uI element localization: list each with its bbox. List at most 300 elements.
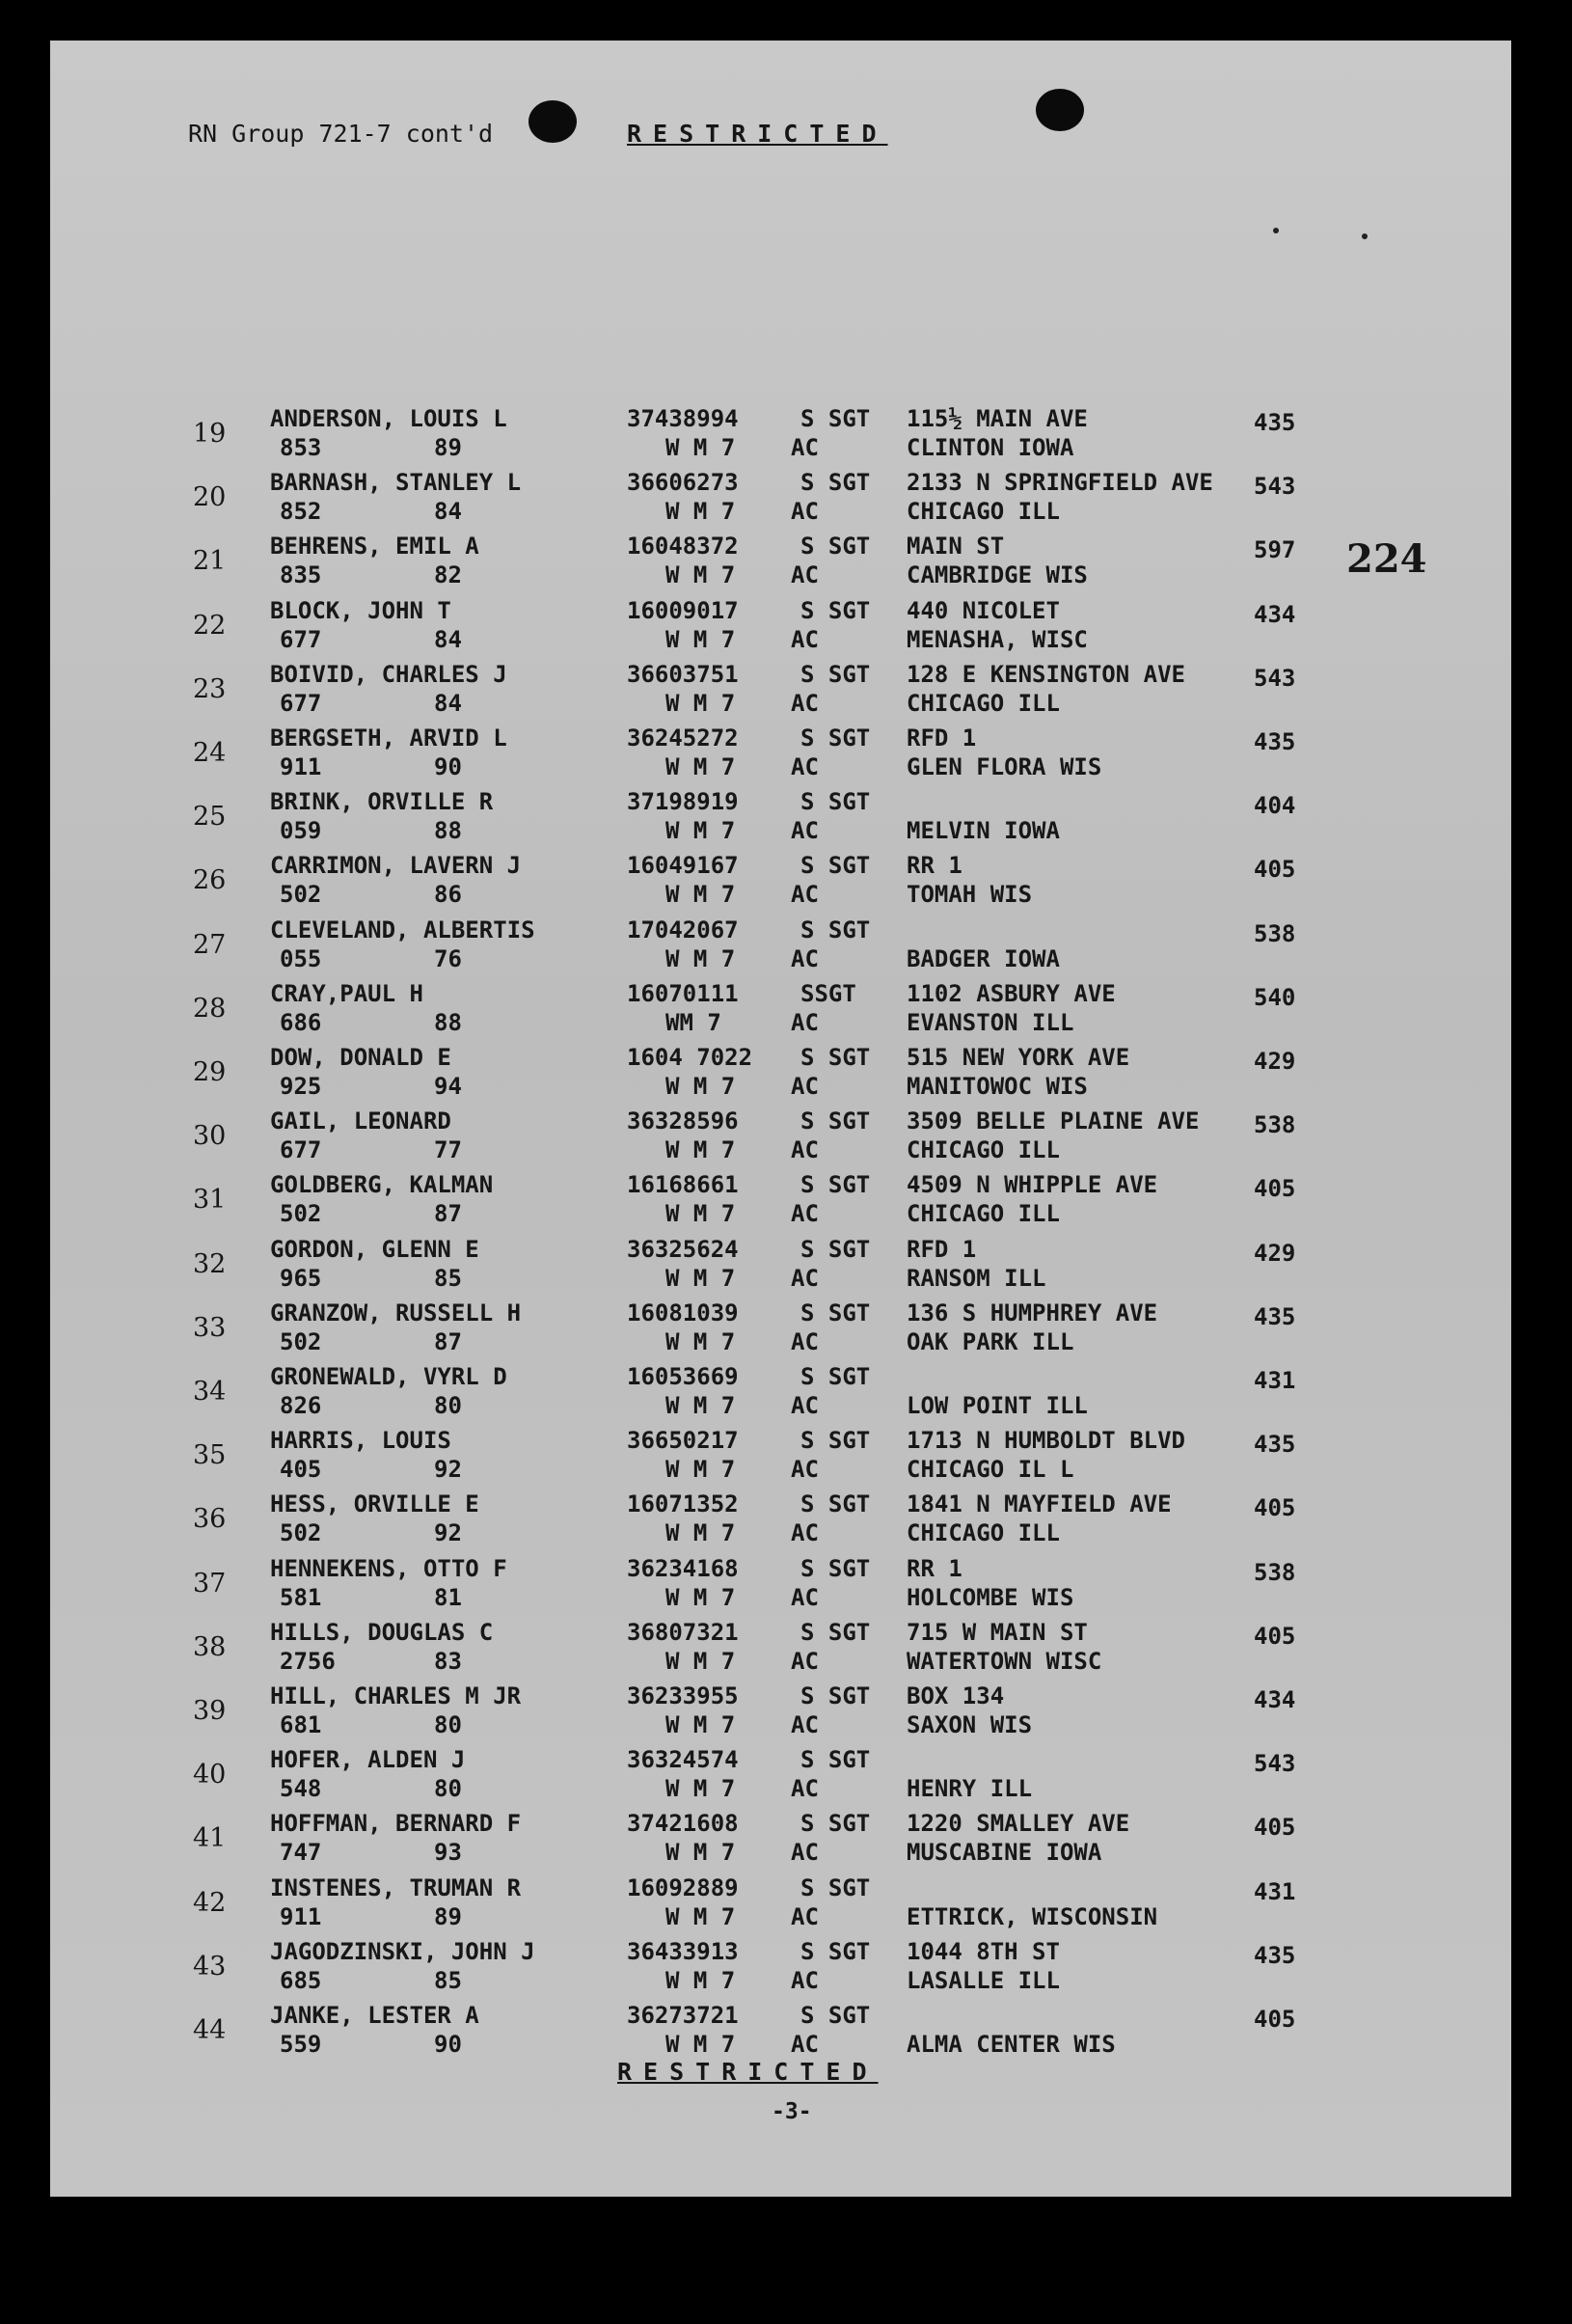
soldier-name: BRINK, ORVILLE R <box>270 788 494 816</box>
race-sex-code: W M 7 <box>665 561 736 589</box>
race-sex-code: W M 7 <box>665 689 736 717</box>
list-item <box>193 407 1350 469</box>
rank: SSGT <box>800 979 856 1007</box>
mos-code: 055 <box>280 944 322 972</box>
branch-code: AC <box>791 1902 819 1930</box>
rank: S SGT <box>800 1299 871 1326</box>
race-sex-code: W M 7 <box>665 753 736 780</box>
score: 88 <box>434 1008 462 1036</box>
score: 90 <box>434 2031 462 2058</box>
serial-number: 17042067 <box>627 916 739 943</box>
address-line-1: 440 NICOLET <box>907 596 1060 624</box>
branch-code: AC <box>791 1839 819 1867</box>
serial-number: 36807321 <box>627 1618 739 1646</box>
page-stamp-number: 224 <box>1346 536 1427 582</box>
soldier-name: GOLDBERG, KALMAN <box>270 1171 494 1199</box>
zone-code: 434 <box>1254 600 1296 628</box>
list-item <box>193 1365 1350 1427</box>
zone-code: 538 <box>1254 1558 1296 1586</box>
score: 84 <box>434 689 462 717</box>
address-line-2: TOMAH WIS <box>907 881 1033 909</box>
score: 83 <box>434 1647 462 1675</box>
address-line-1: RR 1 <box>907 1554 962 1582</box>
serial-number: 16070111 <box>627 979 739 1007</box>
address-line-1: 4509 N WHIPPLE AVE <box>907 1171 1158 1199</box>
score: 90 <box>434 753 462 780</box>
address-line-2: EVANSTON ILL <box>907 1008 1074 1036</box>
race-sex-code: W M 7 <box>665 498 736 526</box>
score: 88 <box>434 817 462 845</box>
race-sex-code: W M 7 <box>665 625 736 653</box>
list-item <box>193 1429 1350 1490</box>
row-number: 20 <box>193 482 227 513</box>
soldier-name: HESS, ORVILLE E <box>270 1490 479 1518</box>
branch-code: AC <box>791 434 819 461</box>
mos-code: 853 <box>280 434 322 461</box>
list-item <box>193 918 1350 980</box>
address-line-2: ETTRICK, WISCONSIN <box>907 1902 1158 1930</box>
rank: S SGT <box>800 916 871 943</box>
address-line-2: CHICAGO ILL <box>907 498 1060 526</box>
race-sex-code: W M 7 <box>665 2031 736 2058</box>
address-line-2: MUSCABINE IOWA <box>907 1839 1102 1867</box>
zone-code: 543 <box>1254 664 1296 692</box>
rank: S SGT <box>800 1618 871 1646</box>
mos-code: 925 <box>280 1073 322 1100</box>
serial-number: 16053669 <box>627 1363 739 1390</box>
row-number: 32 <box>193 1248 227 1279</box>
row-number: 33 <box>193 1312 227 1343</box>
branch-code: AC <box>791 1392 819 1419</box>
rank: S SGT <box>800 1554 871 1582</box>
address-line-2: LOW POINT ILL <box>907 1392 1088 1419</box>
rank: S SGT <box>800 533 871 560</box>
serial-number: 16071352 <box>627 1490 739 1518</box>
list-item <box>193 1618 1350 1682</box>
branch-code: AC <box>791 1008 819 1036</box>
serial-number: 36233955 <box>627 1682 739 1709</box>
score: 92 <box>434 1519 462 1547</box>
zone-code: 405 <box>1254 2006 1296 2033</box>
address-line-1: 3509 BELLE PLAINE AVE <box>907 1107 1200 1135</box>
rank: S SGT <box>800 1044 871 1071</box>
rank: S SGT <box>800 1937 871 1965</box>
branch-code: AC <box>791 1711 819 1738</box>
list-item <box>193 1046 1350 1107</box>
soldier-name: CLEVELAND, ALBERTIS <box>270 916 535 943</box>
list-item <box>193 1684 1350 1746</box>
soldier-name: BERGSETH, ARVID L <box>270 725 507 752</box>
branch-code: AC <box>791 2031 819 2058</box>
address-line-2: MELVIN IOWA <box>907 817 1060 845</box>
address-line-2: CHICAGO ILL <box>907 1519 1060 1547</box>
branch-code: AC <box>791 1073 819 1100</box>
row-number: 43 <box>193 1951 227 1982</box>
list-item <box>193 854 1350 916</box>
branch-code: AC <box>791 1264 819 1292</box>
rank: S SGT <box>800 405 871 432</box>
score: 87 <box>434 1327 462 1355</box>
race-sex-code: W M 7 <box>665 1327 736 1355</box>
race-sex-code: WM 7 <box>665 1008 721 1036</box>
row-number: 35 <box>193 1440 227 1471</box>
branch-code: AC <box>791 1775 819 1803</box>
rank: S SGT <box>800 1682 871 1709</box>
zone-code: 543 <box>1254 1750 1296 1778</box>
rank: S SGT <box>800 469 871 497</box>
mos-code: 685 <box>280 1966 322 1994</box>
list-item <box>193 790 1350 852</box>
list-item <box>193 1173 1350 1235</box>
score: 76 <box>434 944 462 972</box>
soldier-name: ANDERSON, LOUIS L <box>270 405 507 432</box>
mos-code: 502 <box>280 881 322 909</box>
score: 80 <box>434 1392 462 1419</box>
group-heading: RN Group 721-7 cont'd <box>188 120 494 148</box>
zone-code: 538 <box>1254 919 1296 947</box>
serial-number: 36325624 <box>627 1235 739 1263</box>
zone-code: 597 <box>1254 536 1296 564</box>
row-number: 24 <box>193 738 227 768</box>
soldier-name: HILLS, DOUGLAS C <box>270 1618 494 1646</box>
address-line-1: RR 1 <box>907 852 962 880</box>
score: 77 <box>434 1136 462 1164</box>
serial-number: 36603751 <box>627 660 739 688</box>
punch-hole <box>1036 89 1084 131</box>
race-sex-code: W M 7 <box>665 1456 736 1484</box>
score: 87 <box>434 1200 462 1228</box>
rank: S SGT <box>800 1810 871 1838</box>
zone-code: 435 <box>1254 1302 1296 1330</box>
serial-number: 37198919 <box>627 788 739 816</box>
serial-number: 36234168 <box>627 1554 739 1582</box>
zone-code: 405 <box>1254 1175 1296 1203</box>
row-number: 36 <box>193 1504 227 1535</box>
branch-code: AC <box>791 1966 819 1994</box>
race-sex-code: W M 7 <box>665 1200 736 1228</box>
score: 89 <box>434 434 462 461</box>
soldier-name: BEHRENS, EMIL A <box>270 533 479 560</box>
rank: S SGT <box>800 1363 871 1390</box>
rank: S SGT <box>800 1427 871 1455</box>
rank: S SGT <box>800 2002 871 2029</box>
race-sex-code: W M 7 <box>665 1647 736 1675</box>
serial-number: 36606273 <box>627 469 739 497</box>
rank: S SGT <box>800 852 871 880</box>
serial-number: 36328596 <box>627 1107 739 1135</box>
zone-code: 431 <box>1254 1367 1296 1394</box>
list-item <box>193 534 1350 596</box>
address-line-2: CHICAGO ILL <box>907 1136 1060 1164</box>
branch-code: AC <box>791 1136 819 1164</box>
serial-number: 16092889 <box>627 1873 739 1901</box>
branch-code: AC <box>791 1200 819 1228</box>
address-line-2: HENRY ILL <box>907 1775 1033 1803</box>
mos-code: 835 <box>280 561 322 589</box>
address-line-2: WATERTOWN WISC <box>907 1647 1102 1675</box>
serial-number: 1604 7022 <box>627 1044 753 1071</box>
address-line-1: 1044 8TH ST <box>907 1937 1060 1965</box>
score: 94 <box>434 1073 462 1100</box>
address-line-1: 128 E KENSINGTON AVE <box>907 660 1185 688</box>
mos-code: 965 <box>280 1264 322 1292</box>
mos-code: 826 <box>280 1392 322 1419</box>
address-line-2: HOLCOMBE WIS <box>907 1583 1074 1611</box>
serial-number: 16049167 <box>627 852 739 880</box>
race-sex-code: W M 7 <box>665 1775 736 1803</box>
soldier-name: BOIVID, CHARLES J <box>270 660 507 688</box>
soldier-name: HARRIS, LOUIS <box>270 1427 451 1455</box>
address-line-2: ALMA CENTER WIS <box>907 2031 1116 2058</box>
address-line-1: 715 W MAIN ST <box>907 1618 1088 1646</box>
list-item <box>193 1109 1350 1171</box>
branch-code: AC <box>791 561 819 589</box>
branch-code: AC <box>791 1327 819 1355</box>
race-sex-code: W M 7 <box>665 1073 736 1100</box>
zone-code: 404 <box>1254 792 1296 820</box>
soldier-name: GORDON, GLENN E <box>270 1235 479 1263</box>
address-line-1: 2133 N SPRINGFIELD AVE <box>907 469 1213 497</box>
row-number: 44 <box>193 2015 227 2045</box>
address-line-1: 1220 SMALLEY AVE <box>907 1810 1130 1838</box>
zone-code: 540 <box>1254 983 1296 1011</box>
row-number: 30 <box>193 1121 227 1152</box>
row-number: 29 <box>193 1057 227 1087</box>
list-item <box>193 2004 1350 2065</box>
score: 82 <box>434 561 462 589</box>
mos-code: 686 <box>280 1008 322 1036</box>
list-item <box>193 1554 1350 1619</box>
soldier-name: INSTENES, TRUMAN R <box>270 1873 522 1901</box>
address-line-2: SAXON WIS <box>907 1711 1033 1738</box>
row-number: 26 <box>193 865 227 896</box>
list-item <box>193 660 1350 725</box>
zone-code: 435 <box>1254 1431 1296 1459</box>
score: 89 <box>434 1902 462 1930</box>
list-item <box>193 726 1350 788</box>
zone-code: 435 <box>1254 1941 1296 1969</box>
rank: S SGT <box>800 1171 871 1199</box>
mos-code: 677 <box>280 689 322 717</box>
zone-code: 543 <box>1254 473 1296 501</box>
rank: S SGT <box>800 1746 871 1774</box>
race-sex-code: W M 7 <box>665 944 736 972</box>
branch-code: AC <box>791 817 819 845</box>
row-number: 42 <box>193 1887 227 1918</box>
race-sex-code: W M 7 <box>665 434 736 461</box>
serial-number: 16009017 <box>627 596 739 624</box>
zone-code: 538 <box>1254 1111 1296 1139</box>
branch-code: AC <box>791 1456 819 1484</box>
serial-number: 36245272 <box>627 725 739 752</box>
score: 84 <box>434 625 462 653</box>
rank: S SGT <box>800 660 871 688</box>
score: 84 <box>434 498 462 526</box>
race-sex-code: W M 7 <box>665 1902 736 1930</box>
mos-code: 852 <box>280 498 322 526</box>
list-item <box>193 979 1350 1044</box>
serial-number: 16168661 <box>627 1171 739 1199</box>
zone-code: 405 <box>1254 856 1296 884</box>
row-number: 40 <box>193 1760 227 1791</box>
race-sex-code: W M 7 <box>665 1519 736 1547</box>
address-line-2: BADGER IOWA <box>907 944 1060 972</box>
address-line-1: 115½ MAIN AVE <box>907 405 1088 432</box>
zone-code: 435 <box>1254 728 1296 755</box>
branch-code: AC <box>791 1519 819 1547</box>
page-number: -3- <box>772 2099 812 2124</box>
row-number: 28 <box>193 993 227 1024</box>
race-sex-code: W M 7 <box>665 881 736 909</box>
list-item <box>193 1748 1350 1810</box>
speck <box>1273 228 1279 233</box>
address-line-2: CAMBRIDGE WIS <box>907 561 1088 589</box>
row-number: 31 <box>193 1185 227 1216</box>
race-sex-code: W M 7 <box>665 1136 736 1164</box>
mos-code: 548 <box>280 1775 322 1803</box>
address-line-2: CHICAGO ILL <box>907 689 1060 717</box>
branch-code: AC <box>791 498 819 526</box>
row-number: 23 <box>193 673 227 704</box>
serial-number: 36650217 <box>627 1427 739 1455</box>
address-line-1: 1841 N MAYFIELD AVE <box>907 1490 1172 1518</box>
address-line-2: CHICAGO ILL <box>907 1200 1060 1228</box>
rank: S SGT <box>800 788 871 816</box>
mos-code: 677 <box>280 625 322 653</box>
race-sex-code: W M 7 <box>665 1583 736 1611</box>
mos-code: 681 <box>280 1711 322 1738</box>
serial-number: 16081039 <box>627 1299 739 1326</box>
soldier-name: HOFFMAN, BERNARD F <box>270 1810 522 1838</box>
mos-code: 059 <box>280 817 322 845</box>
list-item <box>193 471 1350 533</box>
row-number: 27 <box>193 929 227 960</box>
mos-code: 559 <box>280 2031 322 2058</box>
mos-code: 502 <box>280 1200 322 1228</box>
row-number: 22 <box>193 610 227 641</box>
address-line-2: CLINTON IOWA <box>907 434 1074 461</box>
serial-number: 36324574 <box>627 1746 739 1774</box>
rank: S SGT <box>800 596 871 624</box>
score: 81 <box>434 1583 462 1611</box>
soldier-name: CRAY,PAUL H <box>270 979 423 1007</box>
branch-code: AC <box>791 1583 819 1611</box>
soldier-name: HOFER, ALDEN J <box>270 1746 466 1774</box>
zone-code: 434 <box>1254 1686 1296 1713</box>
address-line-1: RFD 1 <box>907 725 977 752</box>
row-number: 38 <box>193 1631 227 1662</box>
soldier-name: DOW, DONALD E <box>270 1044 451 1071</box>
row-number: 25 <box>193 802 227 833</box>
race-sex-code: W M 7 <box>665 1966 736 1994</box>
score: 80 <box>434 1775 462 1803</box>
branch-code: AC <box>791 753 819 780</box>
serial-number: 16048372 <box>627 533 739 560</box>
race-sex-code: W M 7 <box>665 817 736 845</box>
list-item <box>193 596 1350 661</box>
branch-code: AC <box>791 1647 819 1675</box>
mos-code: 2756 <box>280 1647 336 1675</box>
branch-code: AC <box>791 944 819 972</box>
soldier-name: JAGODZINSKI, JOHN J <box>270 1937 535 1965</box>
zone-code: 405 <box>1254 1622 1296 1650</box>
zone-code: 405 <box>1254 1814 1296 1842</box>
serial-number: 37421608 <box>627 1810 739 1838</box>
score: 92 <box>434 1456 462 1484</box>
row-number: 37 <box>193 1568 227 1599</box>
zone-code: 435 <box>1254 409 1296 436</box>
speck <box>1362 233 1368 239</box>
branch-code: AC <box>791 689 819 717</box>
address-line-2: CHICAGO IL L <box>907 1456 1074 1484</box>
rank: S SGT <box>800 1235 871 1263</box>
soldier-name: GRANZOW, RUSSELL H <box>270 1299 522 1326</box>
race-sex-code: W M 7 <box>665 1264 736 1292</box>
mos-code: 502 <box>280 1519 322 1547</box>
list-item <box>193 1873 1350 1938</box>
mos-code: 911 <box>280 1902 322 1930</box>
soldier-name: BARNASH, STANLEY L <box>270 469 522 497</box>
mos-code: 405 <box>280 1456 322 1484</box>
address-line-1: 1713 N HUMBOLDT BLVD <box>907 1427 1185 1455</box>
list-item <box>193 1235 1350 1299</box>
row-number: 19 <box>193 419 227 449</box>
soldier-name: GRONEWALD, VYRL D <box>270 1363 507 1390</box>
list-item <box>193 1812 1350 1873</box>
branch-code: AC <box>791 881 819 909</box>
zone-code: 405 <box>1254 1494 1296 1522</box>
address-line-2: MENASHA, WISC <box>907 625 1088 653</box>
rank: S SGT <box>800 1873 871 1901</box>
restricted-footer: RESTRICTED <box>617 2058 879 2086</box>
mos-code: 581 <box>280 1583 322 1611</box>
zone-code: 429 <box>1254 1048 1296 1075</box>
serial-number: 37438994 <box>627 405 739 432</box>
score: 80 <box>434 1711 462 1738</box>
soldier-name: GAIL, LEONARD <box>270 1107 451 1135</box>
address-line-2: RANSOM ILL <box>907 1264 1046 1292</box>
mos-code: 747 <box>280 1839 322 1867</box>
restricted-header: RESTRICTED <box>627 120 888 148</box>
address-line-2: MANITOWOC WIS <box>907 1073 1088 1100</box>
branch-code: AC <box>791 625 819 653</box>
race-sex-code: W M 7 <box>665 1839 736 1867</box>
address-line-1: RFD 1 <box>907 1235 977 1263</box>
mos-code: 911 <box>280 753 322 780</box>
race-sex-code: W M 7 <box>665 1711 736 1738</box>
list-item <box>193 1492 1350 1554</box>
serial-number: 36433913 <box>627 1937 739 1965</box>
list-item <box>193 1301 1350 1363</box>
soldier-name: HILL, CHARLES M JR <box>270 1682 522 1709</box>
rank: S SGT <box>800 725 871 752</box>
address-line-2: GLEN FLORA WIS <box>907 753 1102 780</box>
zone-code: 431 <box>1254 1877 1296 1905</box>
soldier-name: HENNEKENS, OTTO F <box>270 1554 507 1582</box>
row-number: 21 <box>193 546 227 577</box>
address-line-1: MAIN ST <box>907 533 1005 560</box>
score: 86 <box>434 881 462 909</box>
score: 85 <box>434 1966 462 1994</box>
address-line-1: 136 S HUMPHREY AVE <box>907 1299 1158 1326</box>
row-number: 41 <box>193 1823 227 1854</box>
race-sex-code: W M 7 <box>665 1392 736 1419</box>
mos-code: 502 <box>280 1327 322 1355</box>
row-number: 39 <box>193 1696 227 1726</box>
score: 85 <box>434 1264 462 1292</box>
address-line-2: OAK PARK ILL <box>907 1327 1074 1355</box>
address-line-1: BOX 134 <box>907 1682 1005 1709</box>
